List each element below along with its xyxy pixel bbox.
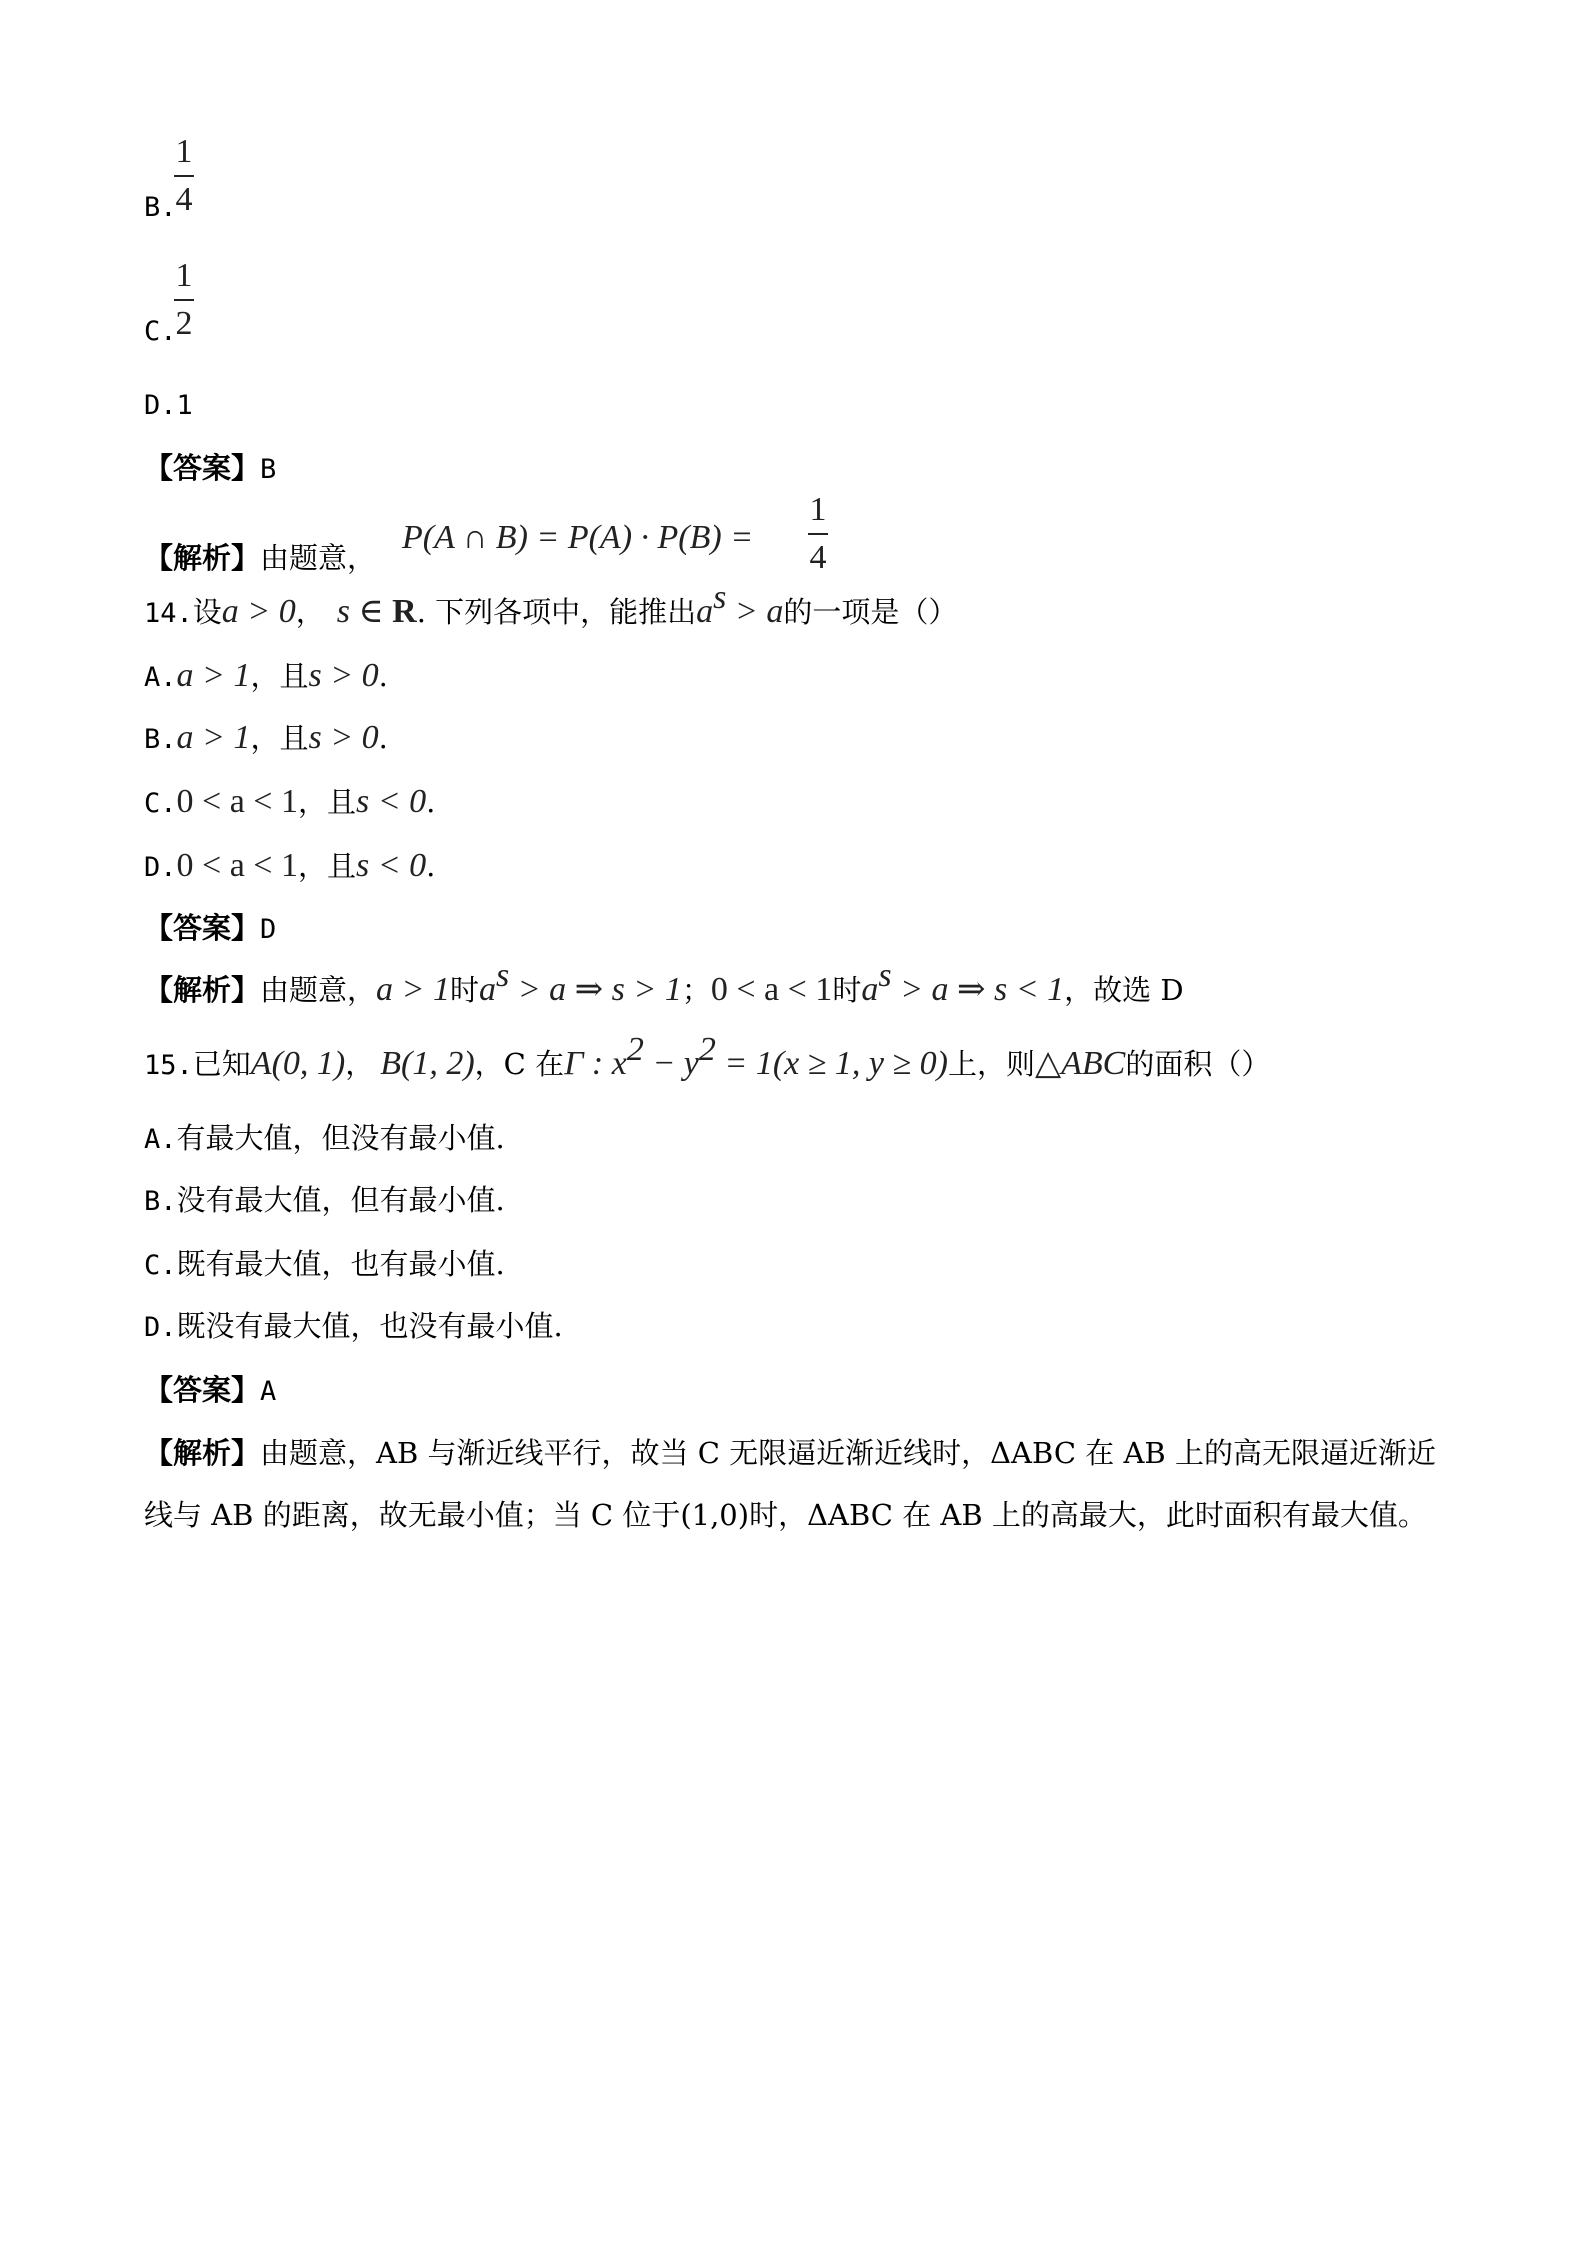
answer-value: D [260,914,277,945]
analysis-line [144,957,1184,1010]
option-label: D. [144,390,177,421]
stem-text: ，C 在 [474,1047,565,1081]
q14-option-a [144,656,388,698]
option-c [144,312,177,352]
q14-option-b [144,718,388,760]
stem-math: Γ : x [564,1045,627,1082]
option-text: ，且 [297,849,356,883]
option-text: 有最大值，但没有最小值. [176,1121,505,1155]
option-label: C. [144,788,177,819]
stem-math: = 1(x ≥ 1, y ≥ 0) [715,1045,948,1082]
answer-value: A [260,1376,277,1407]
analysis-tag: 【解析】 [144,541,261,575]
q15-option-b [144,1180,505,1222]
stem-math: s [713,579,727,616]
option-text: . [426,849,436,883]
denominator: 4 [175,181,193,218]
analysis-tag: 【解析】 [144,973,261,1007]
answer-value: B [260,454,277,485]
stem-math: A(0, 1) [250,1045,346,1082]
option-label: A. [144,1124,177,1155]
option-label: D. [144,1312,177,1343]
option-text: 没有最大值，但有最小值. [176,1183,505,1217]
stem-text: 的面积（） [1125,1047,1271,1081]
option-label: B. [144,724,177,755]
stem-text: ， [295,595,325,629]
option-math: s < 0 [355,783,427,820]
analysis-math: 0 < a < 1 [710,971,833,1008]
option-text: . [426,785,436,819]
question-number: 14. [144,598,193,629]
option-label: B. [144,1186,177,1217]
numerator: 1 [809,491,827,528]
analysis-formula [402,518,753,558]
analysis-math: s [878,957,892,994]
analysis-math: a > 1 [376,971,450,1008]
numerator: 1 [175,257,193,294]
option-text: 既有最大值，也有最小值. [176,1247,505,1281]
option-math: s < 0 [355,847,427,884]
option-text: . [378,659,388,693]
analysis-text: ，故选 D [1064,973,1184,1007]
option-d [144,386,193,426]
stem-math: 2 [626,1031,644,1068]
option-math: s > 0 [308,657,379,694]
option-label: A. [144,662,177,693]
stem-text: . 下列各项中，能推出 [416,595,697,629]
stem-text: 已知 [192,1047,251,1081]
q15-option-d [144,1306,563,1348]
numerator: 1 [175,133,193,170]
option-label: D. [144,852,177,883]
analysis-math: > a ⇒ s < 1 [891,971,1065,1008]
analysis-prefix: 由题意， [260,541,377,575]
answer-line [144,1370,276,1412]
analysis-tag: 【解析】 [144,1436,261,1470]
option-math: a > 1 [176,657,251,694]
answer-tag: 【答案】 [144,1373,261,1407]
question-14-stem [144,579,958,634]
fraction-one-half [174,256,194,344]
denominator: 2 [175,305,193,342]
stem-math: R [392,593,417,630]
option-math: s > 0 [308,719,379,756]
option-label: B. [144,192,177,223]
stem-math: a [696,593,714,630]
denominator: 4 [809,539,827,576]
analysis-text: ； [681,973,711,1007]
answer-line [144,448,276,490]
option-text: ，且 [250,721,309,755]
formula-text: P(A ∩ B) = P(A) · P(B) = [402,519,754,556]
option-label: C. [144,1250,177,1281]
analysis-math: a [861,971,879,1008]
option-label: C. [144,316,177,347]
option-text: 既没有最大值，也没有最小值. [176,1309,563,1343]
option-text: ，且 [297,785,356,819]
q15-option-c [144,1244,505,1286]
stem-text: 的一项是（） [783,595,958,629]
q15-option-a [144,1118,505,1160]
stem-math: s ∈ [336,593,393,630]
answer-line [144,908,276,950]
analysis-text: 由题意，AB 与渐近线平行，故当 C 无限逼近渐近线时，ΔABC 在 AB 上的高无限逼近渐近线与 AB 的距离，故无最小值；当 C 位于(1,0)时，ΔABC 在 AB 上的高最大，此时面积有最大值。 [144,1436,1436,1532]
option-text: . [378,721,388,755]
stem-text: ， [345,1047,375,1081]
analysis-math: > a ⇒ s > 1 [509,971,682,1008]
option-math: 0 < a < 1 [176,783,298,820]
fraction-analysis [808,490,828,578]
question-number: 15. [144,1050,193,1081]
analysis-text: 时 [449,973,479,1007]
option-text: 1 [176,390,193,421]
stem-math: − y [643,1045,699,1082]
answer-tag: 【答案】 [144,451,261,485]
stem-math: a > 0 [221,593,296,630]
stem-math: B(1, 2) [380,1045,475,1082]
option-math: 0 < a < 1 [176,847,298,884]
fraction-one-quarter [174,132,194,220]
analysis-math: s [496,957,510,994]
option-math: a > 1 [176,719,251,756]
stem-text: 上，则 [947,1047,1035,1081]
analysis-text: 由题意， [260,973,377,1007]
analysis-text: 时 [832,973,862,1007]
q14-option-d [144,846,435,888]
answer-tag: 【答案】 [144,911,261,945]
question-15-stem [144,1031,1271,1086]
stem-math: 2 [698,1031,716,1068]
analysis-line [144,538,376,578]
q14-option-c [144,782,435,824]
stem-math: > a [726,593,784,630]
stem-math: △ABC [1035,1045,1126,1082]
analysis-math: a [479,971,496,1008]
analysis-paragraph [144,1422,1454,1546]
stem-text: 设 [192,595,222,629]
option-text: ，且 [250,659,309,693]
option-b [144,188,177,228]
